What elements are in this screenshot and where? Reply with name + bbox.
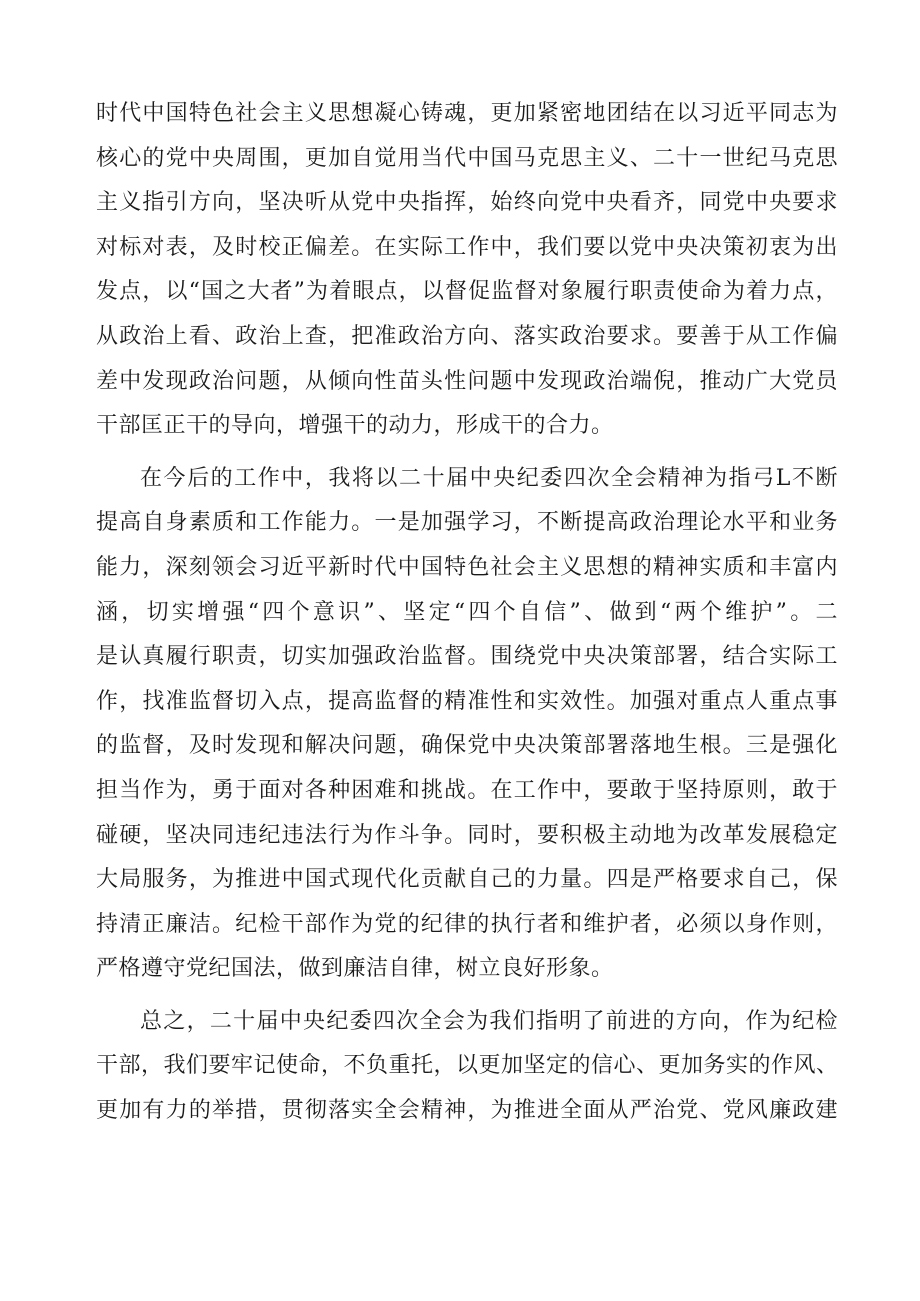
paragraph-1	[96, 92, 838, 449]
text-line: 差中发现政治问题，从倾向性苗头性问题中发现政治端倪，推动广大党员	[96, 368, 838, 394]
text-line: 干部，我们要牢记使命，不负重托，以更加坚定的信心、更加务实的作风、	[96, 1053, 839, 1079]
text-line: 碰硬，坚决同违纪违法行为作斗争。同时，要积极主动地为改革发展稳定	[96, 822, 838, 848]
paragraph-2	[96, 457, 838, 992]
text-line: 的监督，及时发现和解决问题，确保党中央决策部署落地生根。三是强化	[96, 733, 838, 759]
text-line: 更加有力的举措，贯彻落实全会精神，为推进全面从严治党、党风廉政建	[96, 1098, 838, 1124]
text-line: 提高自身素质和工作能力。一是加强学习，不断提高政治理论水平和业务	[96, 510, 838, 536]
paragraph-3	[96, 1000, 838, 1134]
text-line: 总之，二十届中央纪委四次全会为我们指明了前进的方向，作为纪检	[140, 1008, 838, 1034]
text-line: 主义指引方向，坚决听从党中央指挥，始终向党中央看齐，同党中央要求	[96, 190, 838, 216]
text-line: 对标对表，及时校正偏差。在实际工作中，我们要以党中央决策初衷为出	[96, 234, 838, 260]
text-line: 干部匡正干的导向，增强干的动力，形成干的合力。	[96, 413, 614, 439]
paragraph-gap	[96, 449, 838, 457]
text-line: 担当作为，勇于面对各种困难和挑战。在工作中，要敢于坚持原则，敢于	[96, 777, 838, 803]
paragraph-gap	[96, 992, 838, 1000]
text-line: 在今后的工作中，我将以二十届中央纪委四次全会精神为指弓L不断	[140, 465, 838, 491]
document-body	[96, 92, 838, 1134]
text-line: 核心的党中央周围，更加自觉用当代中国马克思主义、二十一世纪马克思	[96, 145, 838, 171]
text-line: 大局服务，为推进中国式现代化贡献自己的力量。四是严格要求自己，保	[96, 867, 838, 893]
text-line: 持清正廉洁。纪检干部作为党的纪律的执行者和维护者，必须以身作则，	[96, 911, 838, 937]
text-line: 作，找准监督切入点，提高监督的精准性和实效性。加强对重点人重点事	[96, 688, 838, 714]
text-line: 从政治上看、政治上查，把准政治方向、落实政治要求。要善于从工作偏	[96, 323, 838, 349]
text-line: 涵，切实增强“四个意识”、坚定“四个自信”、做到“两个维护”。二	[96, 599, 839, 625]
text-line: 能力，深刻领会习近平新时代中国特色社会主义思想的精神实质和丰富内	[96, 554, 838, 580]
text-line: 时代中国特色社会主义思想凝心铸魂，更加紧密地团结在以习近平同志为	[96, 101, 838, 126]
text-line: 严格遵守党纪国法，做到廉洁自律，树立良好形象。	[96, 956, 614, 982]
text-line: 发点，以“国之大者”为着眼点，以督促监督对象履行职责使命为着力点，	[96, 279, 838, 305]
text-line: 是认真履行职责，切实加强政治监督。围绕党中央决策部署，结合实际工	[96, 644, 838, 670]
